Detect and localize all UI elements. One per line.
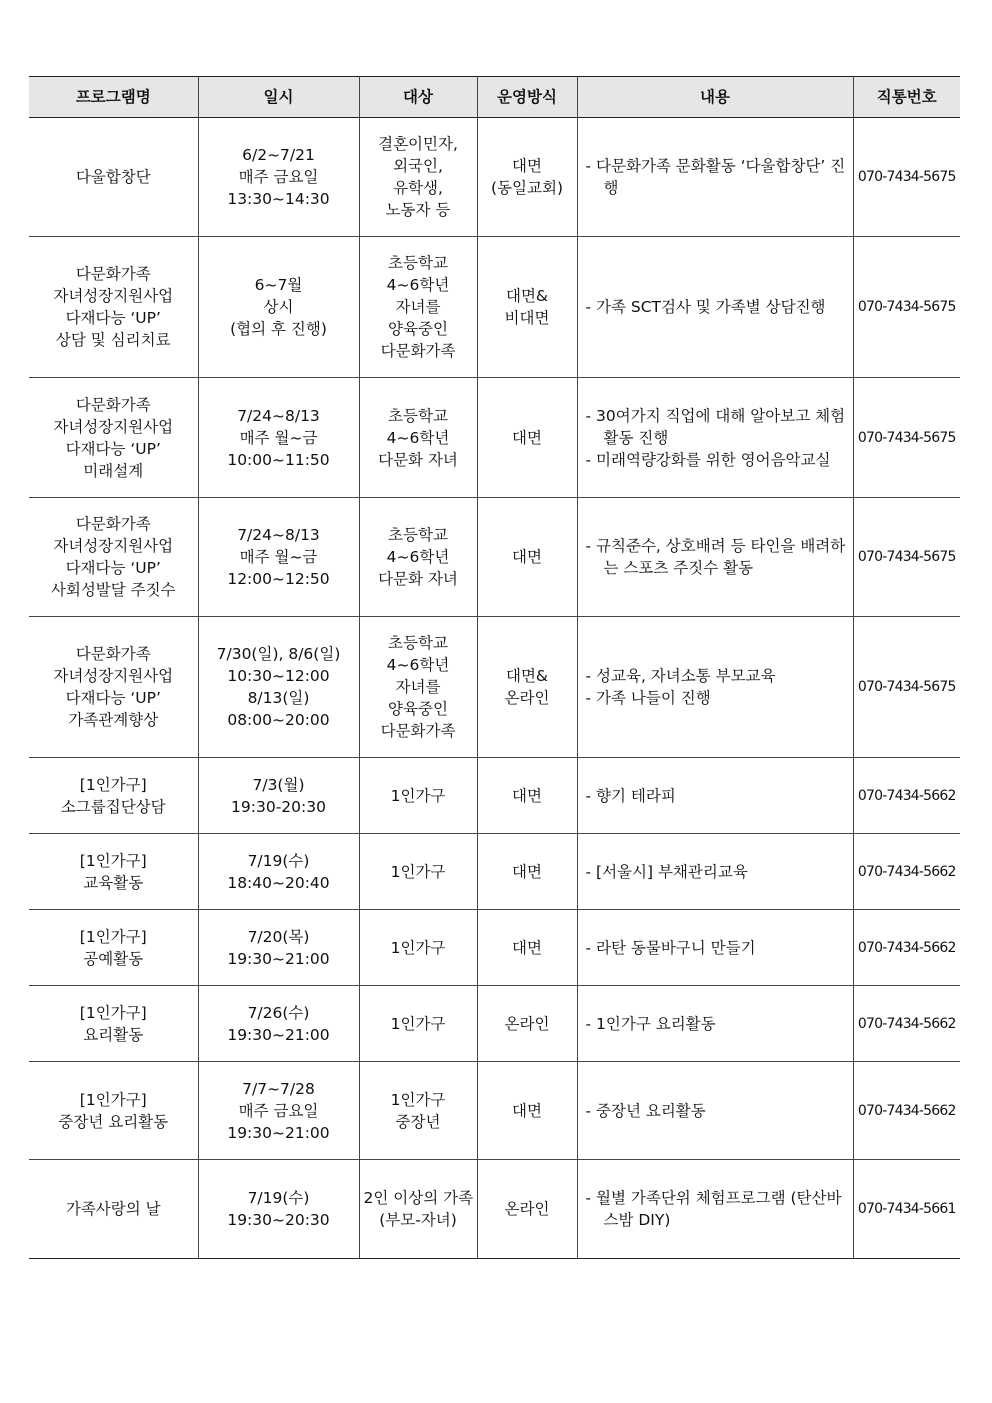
program-text: 다문화가족	[75, 515, 151, 533]
target-text: (부모-자녀)	[379, 1211, 457, 1229]
table-row	[29, 1062, 960, 1160]
date-text: 상시	[263, 298, 294, 316]
target-text: 1인가구	[390, 862, 446, 881]
table-row	[29, 910, 960, 986]
header-row	[29, 77, 960, 118]
date-text: 매주 금요일	[238, 168, 319, 186]
date-text: 7/3(월)	[252, 775, 305, 794]
target-text: 결혼이민자,	[378, 135, 458, 153]
content-text: - 월별 가족단위 체험프로그램 (탄산바스밤 DIY)	[585, 1189, 842, 1229]
target-text: 중장년	[395, 1112, 441, 1131]
date-text: 10:00~11:50	[227, 450, 330, 469]
method-cell	[477, 1160, 577, 1259]
program-text: 공예활동	[83, 949, 144, 968]
method-text: 온라인	[504, 1200, 550, 1218]
date-text: 19:30~21:00	[227, 1123, 330, 1142]
target-text: 노동자 등	[385, 201, 451, 219]
target-cell	[359, 118, 477, 237]
program-text: [1인가구]	[79, 851, 147, 870]
content-text: - 30여가지 직업에 대해 알아보고 체험활동 진행	[585, 406, 846, 447]
program-text: 사회성발달 주짓수	[50, 581, 176, 599]
date-text: 8/13(일)	[247, 689, 310, 707]
header-program: 프로그램명	[29, 77, 198, 118]
program-cell	[29, 834, 198, 910]
date-cell	[198, 498, 359, 617]
target-text: 다문화가족	[380, 342, 456, 360]
program-text: 가족사랑의 날	[65, 1200, 161, 1218]
phone-cell: 070-7434-5662	[853, 986, 960, 1062]
program-text: 다울합창단	[75, 168, 151, 186]
program-text: 자녀성장지원사업	[53, 667, 174, 685]
date-text: 08:00~20:00	[227, 711, 330, 729]
method-text: 대면	[512, 1101, 542, 1120]
target-text: 초등학교	[388, 634, 448, 652]
date-cell	[198, 758, 359, 834]
target-cell	[359, 834, 477, 910]
method-cell	[477, 498, 577, 617]
date-cell	[198, 378, 359, 498]
date-text: 13:30~14:30	[227, 190, 330, 208]
program-text: 가족관계향상	[68, 711, 159, 729]
phone-cell: 070-7434-5661	[853, 1160, 960, 1259]
program-text: 다재다능 ‘UP’	[65, 439, 161, 458]
method-cell	[477, 834, 577, 910]
program-text: 다문화가족	[75, 645, 151, 663]
method-text: (동일교회)	[491, 179, 563, 197]
method-cell	[477, 378, 577, 498]
program-text: 요리활동	[83, 1025, 144, 1044]
target-cell	[359, 1160, 477, 1259]
phone-cell: 070-7434-5662	[853, 758, 960, 834]
phone-cell: 070-7434-5675	[853, 237, 960, 378]
program-cell	[29, 986, 198, 1062]
method-text: 대면&	[505, 667, 549, 685]
target-text: 다문화가족	[380, 722, 456, 740]
table-row	[29, 237, 960, 378]
target-text: 유학생,	[393, 179, 443, 197]
target-cell	[359, 986, 477, 1062]
target-cell	[359, 910, 477, 986]
content-text: - [서울시] 부채관리교육	[585, 862, 748, 881]
program-cell	[29, 498, 198, 617]
table-row	[29, 1160, 960, 1259]
table-body	[29, 118, 960, 1259]
program-cell	[29, 910, 198, 986]
content-cell	[577, 378, 853, 498]
header-phone: 직통번호	[853, 77, 960, 118]
date-text: 7/19(수)	[247, 1189, 310, 1207]
phone-cell: 070-7434-5662	[853, 910, 960, 986]
target-text: 양육중인	[388, 320, 448, 338]
header-date: 일시	[198, 77, 359, 118]
target-text: 다문화 자녀	[378, 570, 458, 588]
content-text: - 다문화가족 문화활동 ‘다울합창단’ 진행	[585, 157, 846, 197]
target-text: 4~6학년	[386, 656, 450, 674]
target-text: 외국인,	[393, 157, 443, 175]
content-cell	[577, 1062, 853, 1160]
program-text: 다문화가족	[75, 395, 151, 414]
method-text: 대면	[512, 862, 542, 881]
program-text: [1인가구]	[79, 1090, 147, 1109]
target-text: 2인 이상의 가족	[363, 1189, 474, 1207]
date-text: 19:30~20:30	[227, 1211, 330, 1229]
date-text: 7/19(수)	[247, 851, 310, 870]
target-cell	[359, 1062, 477, 1160]
phone-cell: 070-7434-5675	[853, 498, 960, 617]
program-text: 상담 및 심리치료	[55, 331, 171, 349]
content-text: - 가족 SCT검사 및 가족별 상담진행	[585, 298, 826, 316]
date-cell	[198, 910, 359, 986]
date-text: 매주 금요일	[238, 1101, 319, 1120]
date-text: 10:30~12:00	[227, 667, 330, 685]
phone-cell: 070-7434-5675	[853, 118, 960, 237]
method-cell	[477, 1062, 577, 1160]
content-text: - 1인가구 요리활동	[585, 1014, 716, 1033]
date-text: 7/20(목)	[247, 927, 310, 946]
program-cell	[29, 237, 198, 378]
target-text: 4~6학년	[386, 276, 450, 294]
target-text: 1인가구	[390, 1090, 446, 1109]
method-text: 대면	[512, 938, 542, 957]
method-text: 대면	[512, 157, 542, 175]
target-cell	[359, 378, 477, 498]
date-text: 매주 월~금	[239, 428, 318, 447]
target-text: 1인가구	[390, 1014, 446, 1033]
date-text: 7/30(일), 8/6(일)	[216, 645, 341, 663]
program-text: [1인가구]	[79, 1003, 147, 1022]
header-method: 운영방식	[477, 77, 577, 118]
program-text: 중장년 요리활동	[58, 1112, 169, 1131]
date-text: 19:30~21:00	[227, 1025, 330, 1044]
content-text: - 중장년 요리활동	[585, 1101, 706, 1120]
method-cell	[477, 758, 577, 834]
program-text: [1인가구]	[79, 927, 147, 946]
content-cell	[577, 237, 853, 378]
content-text: - 미래역량강화를 위한 영어음악교실	[585, 450, 831, 469]
date-text: 7/24~8/13	[237, 526, 320, 544]
content-text: - 성교육, 자녀소통 부모교육	[585, 667, 776, 685]
content-cell	[577, 498, 853, 617]
table-row	[29, 834, 960, 910]
target-text: 자녀를	[395, 678, 441, 696]
program-cell	[29, 617, 198, 758]
target-text: 4~6학년	[386, 548, 450, 566]
program-text: 소그룹집단상담	[60, 797, 166, 816]
target-text: 초등학교	[388, 406, 448, 425]
program-text: 다문화가족	[75, 265, 151, 283]
content-cell	[577, 758, 853, 834]
content-cell	[577, 617, 853, 758]
table-row	[29, 118, 960, 237]
method-text: 대면&	[505, 287, 549, 305]
method-text: 온라인	[504, 689, 550, 707]
date-text: (협의 후 진행)	[230, 320, 327, 338]
date-cell	[198, 1160, 359, 1259]
target-text: 다문화 자녀	[378, 450, 458, 469]
date-text: 18:40~20:40	[227, 873, 330, 892]
content-text: - 규칙준수, 상호배려 등 타인을 배려하는 스포츠 주짓수 활동	[585, 537, 846, 577]
header-target: 대상	[359, 77, 477, 118]
table-row	[29, 498, 960, 617]
content-text: - 라탄 동물바구니 만들기	[585, 938, 756, 957]
phone-cell: 070-7434-5675	[853, 617, 960, 758]
table-row	[29, 378, 960, 498]
date-cell	[198, 1062, 359, 1160]
target-text: 초등학교	[388, 526, 448, 544]
program-text: 다재다능 ‘UP’	[65, 559, 161, 577]
content-cell	[577, 1160, 853, 1259]
program-cell	[29, 1062, 198, 1160]
date-text: 6~7월	[254, 276, 303, 294]
date-text: 12:00~12:50	[227, 570, 330, 588]
table-row	[29, 617, 960, 758]
date-cell	[198, 237, 359, 378]
program-schedule-table	[29, 76, 960, 1259]
program-text: 다재다능 ‘UP’	[65, 309, 161, 327]
method-text: 비대면	[504, 309, 550, 327]
date-cell	[198, 118, 359, 237]
program-text: 자녀성장지원사업	[53, 287, 174, 305]
phone-cell: 070-7434-5675	[853, 378, 960, 498]
target-text: 1인가구	[390, 938, 446, 957]
program-text: 자녀성장지원사업	[53, 537, 174, 555]
program-text: [1인가구]	[79, 775, 147, 794]
date-cell	[198, 617, 359, 758]
date-text: 6/2~7/21	[242, 146, 315, 164]
method-cell	[477, 617, 577, 758]
date-text: 19:30-20:30	[231, 797, 326, 816]
date-cell	[198, 986, 359, 1062]
program-cell	[29, 118, 198, 237]
date-text: 19:30~21:00	[227, 949, 330, 968]
content-cell	[577, 910, 853, 986]
date-text: 매주 월~금	[239, 548, 318, 566]
method-text: 대면	[512, 548, 542, 566]
program-text: 교육활동	[83, 873, 144, 892]
target-cell	[359, 617, 477, 758]
target-cell	[359, 498, 477, 617]
date-text: 7/26(수)	[247, 1003, 310, 1022]
method-cell	[477, 118, 577, 237]
method-cell	[477, 986, 577, 1062]
method-text: 대면	[512, 428, 542, 447]
content-text: - 가족 나들이 진행	[585, 689, 711, 707]
content-cell	[577, 118, 853, 237]
date-text: 7/7~7/28	[242, 1079, 315, 1098]
program-cell	[29, 758, 198, 834]
target-cell	[359, 758, 477, 834]
method-text: 대면	[512, 786, 542, 805]
method-text: 온라인	[504, 1014, 550, 1033]
content-cell	[577, 834, 853, 910]
date-text: 7/24~8/13	[237, 406, 320, 425]
table-row	[29, 758, 960, 834]
phone-cell: 070-7434-5662	[853, 1062, 960, 1160]
content-cell	[577, 986, 853, 1062]
program-cell	[29, 1160, 198, 1259]
program-text: 다재다능 ‘UP’	[65, 689, 161, 707]
date-cell	[198, 834, 359, 910]
method-cell	[477, 910, 577, 986]
content-text: - 향기 테라피	[585, 786, 676, 805]
target-text: 1인가구	[390, 786, 446, 805]
method-cell	[477, 237, 577, 378]
target-cell	[359, 237, 477, 378]
target-text: 4~6학년	[386, 428, 450, 447]
program-cell	[29, 378, 198, 498]
table-row	[29, 986, 960, 1062]
target-text: 자녀를	[395, 298, 441, 316]
header-content: 내용	[577, 77, 853, 118]
program-text: 미래설계	[83, 461, 144, 480]
phone-cell: 070-7434-5662	[853, 834, 960, 910]
program-text: 자녀성장지원사업	[53, 417, 174, 436]
target-text: 양육중인	[388, 700, 448, 718]
target-text: 초등학교	[388, 254, 448, 272]
